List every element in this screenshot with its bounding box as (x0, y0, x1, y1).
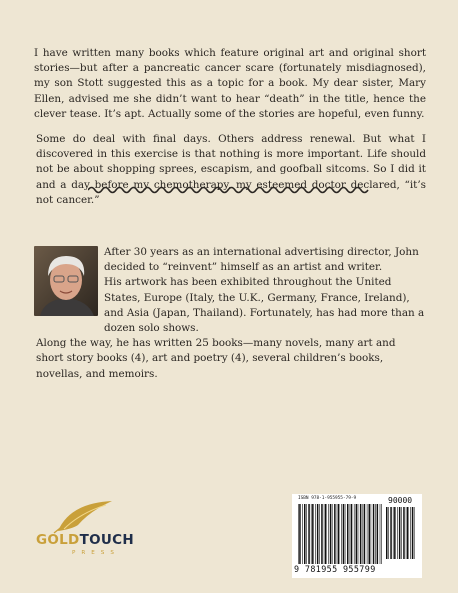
barcode-stripe (358, 504, 359, 564)
barcode-stripe (397, 507, 398, 559)
isbn-label: ISBN 978-1-955955-79-9 (298, 496, 357, 501)
barcode-stripe (412, 507, 414, 559)
barcode-stripe (299, 504, 301, 564)
barcode-stripe (304, 504, 306, 564)
logo-navy-text: TOUCH (79, 532, 134, 548)
barcode-stripe (388, 507, 389, 559)
barcode-stripe (377, 504, 379, 564)
bio-line-2: decided to “reinvent” himself as an artist and writer. (104, 261, 383, 274)
barcode (292, 494, 422, 578)
barcode-stripe (324, 504, 325, 564)
price-code: 90000 (388, 496, 413, 505)
author-photo (34, 246, 98, 316)
barcode-stripe (347, 504, 349, 564)
barcode-stripe (298, 504, 299, 564)
barcode-stripe (330, 504, 332, 564)
barcode-stripe (373, 504, 375, 564)
barcode-stripe (401, 507, 402, 559)
wavy-divider (88, 184, 370, 196)
barcode-stripe (356, 504, 358, 564)
barcode-stripe (311, 504, 312, 564)
barcode-stripe (334, 504, 336, 564)
logo-gold-text: GOLD (36, 532, 80, 548)
barcode-stripe (332, 504, 333, 564)
isbn-digits: 9 781955 955799 (294, 564, 376, 574)
barcode-stripe (315, 504, 316, 564)
barcode-stripe (337, 504, 338, 564)
barcode-stripe (381, 504, 382, 564)
barcode-stripe (410, 507, 411, 559)
barcode-stripe (375, 504, 376, 564)
barcode-stripe (407, 507, 409, 559)
barcode-stripe (371, 504, 372, 564)
price-barcode (386, 507, 416, 559)
intro-paragraph-2: Some do deal with final days. Others address renewal. But what I discovered in this exercise is that nothing is more important. Life should not be about shopping sprees, escapism, and goofball sitcoms. So I did it and a day before my chemotherapy, my esteemed doctor declared, “it’s not cancer.” (36, 133, 426, 206)
bio-line-1: After 30 years as an international advertising director, John (104, 246, 419, 258)
barcode-stripe (351, 504, 353, 564)
barcode-stripe (312, 504, 314, 564)
barcode-stripe (367, 504, 368, 564)
barcode-stripe (414, 507, 415, 559)
barcode-stripe (308, 504, 310, 564)
barcode-stripe (380, 504, 381, 564)
barcode-stripe (302, 504, 303, 564)
barcode-stripe (360, 504, 362, 564)
barcode-stripe (350, 504, 351, 564)
barcode-stripe (364, 504, 366, 564)
barcode-stripe (369, 504, 371, 564)
bio-line-3: His artwork has been exhibited throughout the United States, Europe (Italy, the U.K., Germany, France, Ireland), and Asia (Japan, Thailand). Fortunately, has had more than a dozen solo shows. (104, 276, 425, 335)
barcode-stripe (399, 507, 401, 559)
barcode-stripe (363, 504, 364, 564)
barcode-stripe (338, 504, 340, 564)
barcode-stripe (343, 504, 345, 564)
isbn-barcode (298, 504, 382, 564)
publisher-logo-text (36, 532, 134, 548)
barcode-stripe (345, 504, 346, 564)
barcode-stripe (386, 507, 388, 559)
barcode-stripe (325, 504, 327, 564)
intro-paragraph-1: I have written many books which feature original art and original short stories—but after a pancreatic cancer scare (fortunately misdiagnosed), my son Stott suggested this as a topic for a book. My dear sister, Mary Ellen, advised me she didn’t want to hear “death” in the title, hence the clever tease. It’s apt. Actually some of the stories are hopeful, even funny. (34, 47, 426, 120)
barcode-stripe (403, 507, 405, 559)
barcode-stripe (306, 504, 307, 564)
bio-line-4: Along the way, he has written 25 books—many novels, many art and short story books (4), art and poetry (4), several children’s books, novellas, and memoirs. (36, 337, 396, 380)
barcode-stripe (341, 504, 342, 564)
barcode-stripe (328, 504, 329, 564)
barcode-stripe (317, 504, 319, 564)
barcode-stripe (406, 507, 407, 559)
barcode-stripe (321, 504, 323, 564)
barcode-stripe (354, 504, 355, 564)
publisher-press-text: PRESS (72, 550, 120, 556)
barcode-stripe (394, 507, 396, 559)
barcode-stripe (390, 507, 392, 559)
barcode-stripe (393, 507, 394, 559)
barcode-stripe (319, 504, 320, 564)
